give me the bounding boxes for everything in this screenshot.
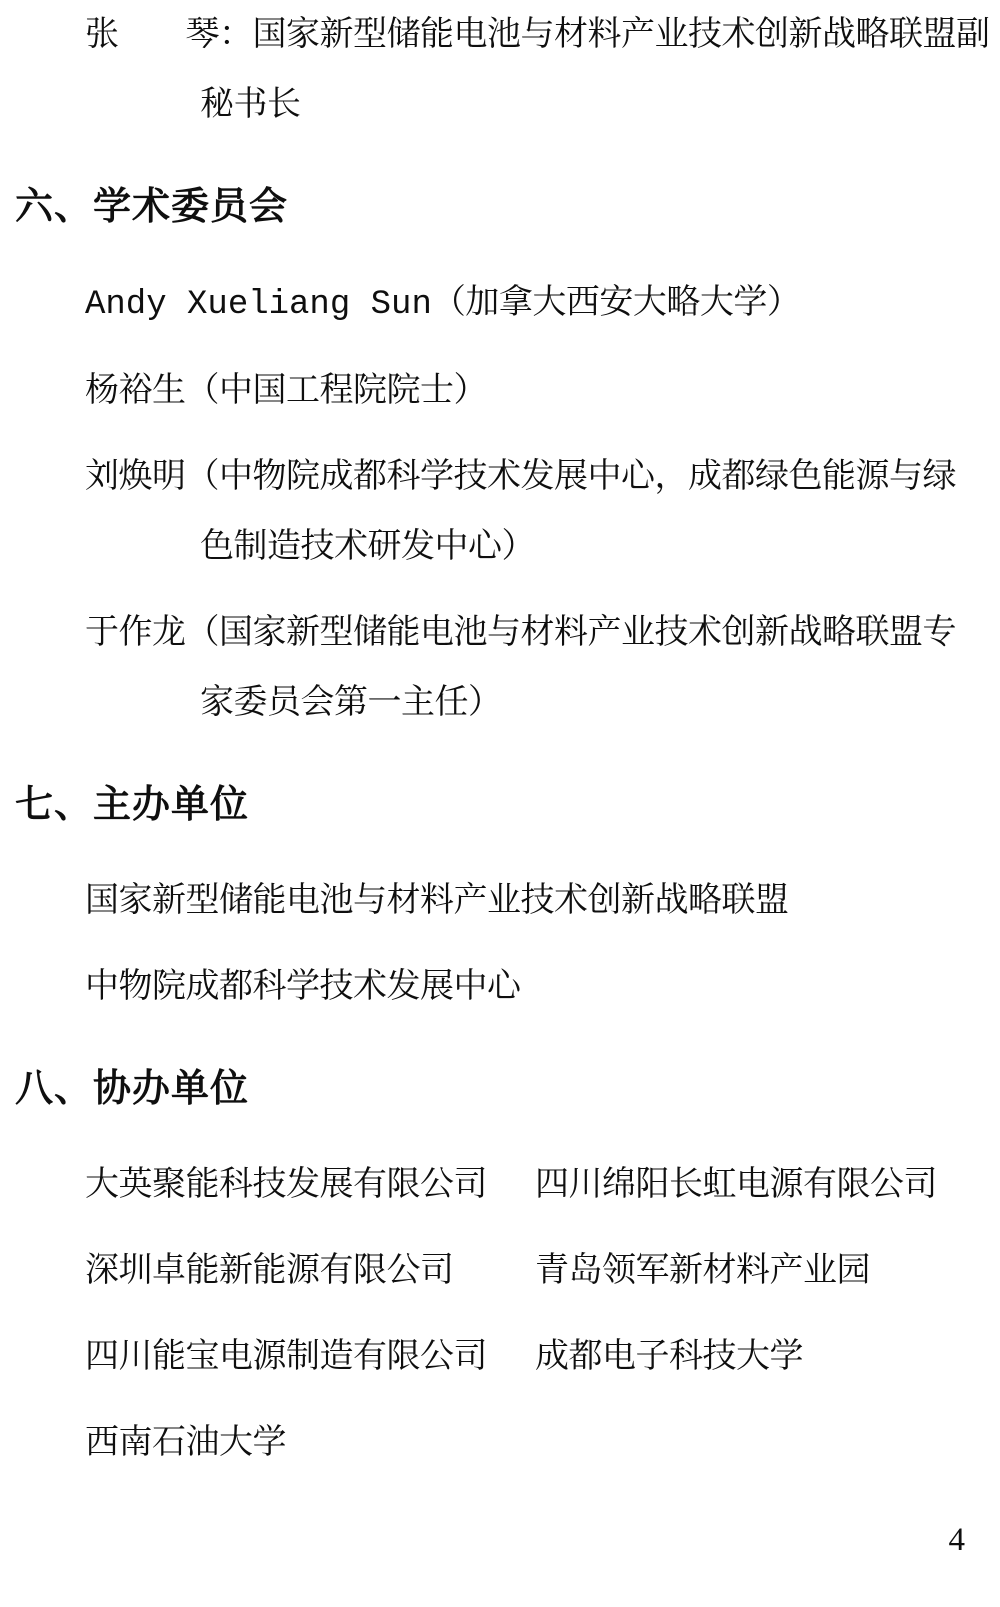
member-entry-liu-huanming — [0, 442, 1000, 582]
co-organizer-row — [0, 1322, 1000, 1392]
co-organizer-row — [0, 1236, 1000, 1306]
page-number: 4 — [948, 1522, 965, 1558]
carryover-entry — [0, 0, 1000, 140]
entry-line-continuation: 秘书长 — [200, 86, 301, 123]
member-affiliation: （加拿大西安大略大学） — [431, 284, 801, 321]
entry-line: 刘焕明（中物院成都科学技术发展中心，成都绿色能源与绿 — [85, 458, 956, 495]
entry-line: 中物院成都科学技术发展中心 — [85, 968, 521, 1005]
member-entry-andy-sun — [0, 268, 1000, 340]
co-organizer-right: 成都电子科技大学 — [535, 1338, 803, 1375]
co-organizer-row — [0, 1150, 1000, 1220]
co-organizer-right: 青岛领军新材料产业园 — [535, 1252, 870, 1289]
entry-line-continuation: 家委员会第一主任） — [200, 684, 502, 721]
organizer-entry — [0, 866, 1000, 936]
organizer-entry — [0, 952, 1000, 1022]
co-organizer-left: 大英聚能科技发展有限公司 — [85, 1166, 487, 1203]
entry-line — [0, 268, 1000, 340]
co-organizer-left: 西南石油大学 — [85, 1424, 286, 1461]
co-organizer-left: 深圳卓能新能源有限公司 — [85, 1252, 454, 1289]
entry-line: 于作龙（国家新型储能电池与材料产业技术创新战略联盟专 — [85, 614, 956, 651]
entry-line: 张 琴：国家新型储能电池与材料产业技术创新战略联盟副 — [85, 16, 990, 53]
member-name-latin: Andy Xueliang Sun — [85, 286, 432, 324]
co-organizer-left: 四川能宝电源制造有限公司 — [85, 1338, 487, 1375]
section-heading-organizers: 七、主办单位 — [15, 784, 250, 826]
member-entry-yu-zuolong — [0, 598, 1000, 738]
member-entry-yang-yusheng — [0, 356, 1000, 426]
entry-line: 国家新型储能电池与材料产业技术创新战略联盟 — [85, 882, 789, 919]
section-heading-academic-committee: 六、学术委员会 — [15, 186, 289, 228]
co-organizer-right: 四川绵阳长虹电源有限公司 — [535, 1166, 937, 1203]
entry-line-continuation: 色制造技术研发中心） — [200, 528, 535, 565]
co-organizer-row — [0, 1408, 1000, 1478]
section-heading-co-organizers: 八、协办单位 — [15, 1068, 250, 1110]
entry-line: 杨裕生（中国工程院院士） — [85, 372, 487, 409]
